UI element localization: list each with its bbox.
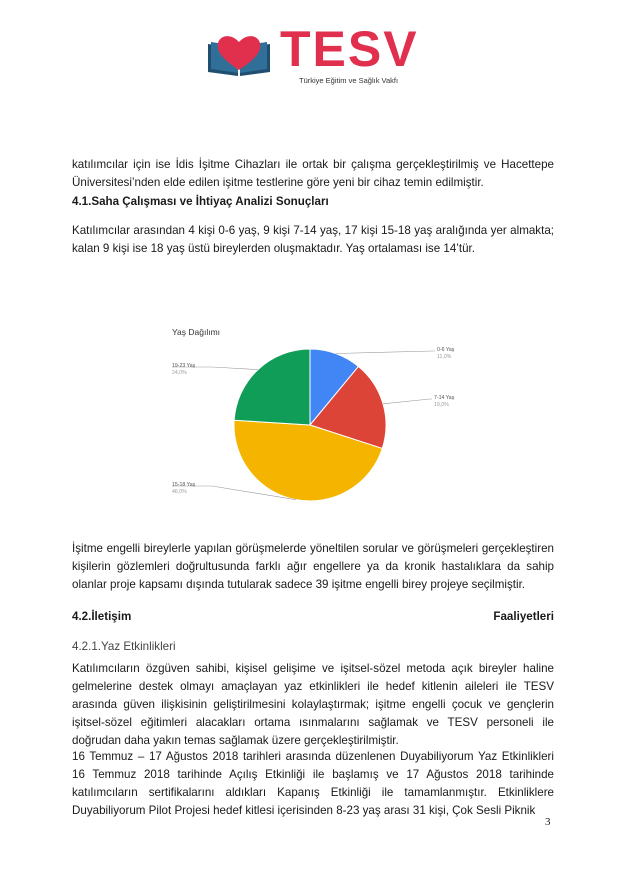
paragraph-age-distribution: Katılımcılar arasından 4 kişi 0-6 yaş, 9 kişi 7-14 yaş, 17 kişi 15-18 yaş aralığında yer almakta; kalan 9 kişi ise 18 yaş üstü bireylerden oluşmaktadır. Yaş ortalaması ise 14’tür. [72,224,554,255]
slice-pct-0-6: 11,0% [437,354,452,360]
slice-name-15-18: 15-18 Yaş [172,482,196,488]
pie-chart-svg [160,318,470,508]
slice-name-7-14: 7-14 Yaş [434,395,455,401]
slice-pct-19-23: 24,0% [172,370,187,376]
slice-name-19-23: 19-23 Yaş [172,363,196,369]
chart-title: Yaş Dağılımı [172,327,221,337]
slice-19-23 [234,349,310,425]
logo-wordmark: TESV [280,21,419,77]
age-pie-chart [160,318,470,508]
section-heading-4-2-right: Faaliyetleri [493,610,554,623]
slice-label-0-6 [437,347,454,361]
slice-label-19-23 [172,363,195,377]
paragraph-selection: İşitme engelli bireylerle yapılan görüşmelerde yöneltilen sorular ve görüşmeleri gerçekleştiren kişilerin gözlemleri doğrultusunda farklı ağır engellere ya da kronik hastalıklara da sahip olanlar proje kapsamı dışında tutularak sadece 39 işitme engelli birey projeye seçilmiştir. [72,542,554,591]
slice-label-15-18 [172,482,195,496]
subsection-heading-4-2-1: 4.2.1.Yaz Etkinlikleri [72,640,176,653]
paragraph-summer-dates: 16 Temmuz – 17 Ağustos 2018 tarihleri arasında düzenlenen Duyabiliyorum Yaz Etkinlikleri 16 Temmuz 2018 tarihinde Açılış Etkinliği ile başlamış ve 17 Ağustos 2018 tarihinde katılımcıların sertifikalarını aldıkları Kapanış Etkinliği ile tamamlanmıştır. Etkinliklere Duyabiliyorum Pilot Projesi hedef kitlesi içerisinden 8-23 yaş arası 31 kişi, Çok Sesli Piknik [72,750,554,817]
slice-7-14-leader-line [383,399,432,404]
slice-pct-15-18: 46,0% [172,489,187,495]
page-number: 3 [545,816,551,828]
paragraph-summer-goals: Katılımcıların özgüven sahibi, kişisel gelişime ve işitsel-sözel metoda açık bireyler haline gelmelerine destek olmayı amaçlayan yaz etkinlikleri ile hedef kitlenin aileleri ile TESV arasında güven ilişkisinin geliştirilmesini kolaylaştırmak; işitme engelli çocuk ve gençlerin işitsel-sözel eğitimleri alacakları ortama ısınmalarını sağlamak ve TESV personeli ile doğrudan daha yakın temas sağlamak üzere gerçekleştirilmiştir. [72,662,554,747]
logo-subtitle: Türkiye Eğitim ve Sağlık Vakfı [299,76,399,85]
slice-label-7-14 [434,395,454,409]
section-heading-4-1: 4.1.Saha Çalışması ve İhtiyaç Analizi Sonuçları [72,195,329,208]
heart-book-icon [204,30,274,78]
section-heading-4-2: 4.2.İletişim [72,610,132,623]
slice-pct-7-14: 19,0% [434,402,449,408]
slice-name-0-6: 0-6 Yaş [437,347,455,353]
paragraph-intro: katılımcılar için ise İdis İşitme Cihazları ile ortak bir çalışma gerçekleştirilmiş ve Hacettepe Üniversitesi’nden elde edilen işitme testlerine göre yeni bir cihaz temin edilmiştir. [72,158,554,189]
tesv-logo [204,21,424,88]
slice-0-6-leader-line [336,351,435,353]
